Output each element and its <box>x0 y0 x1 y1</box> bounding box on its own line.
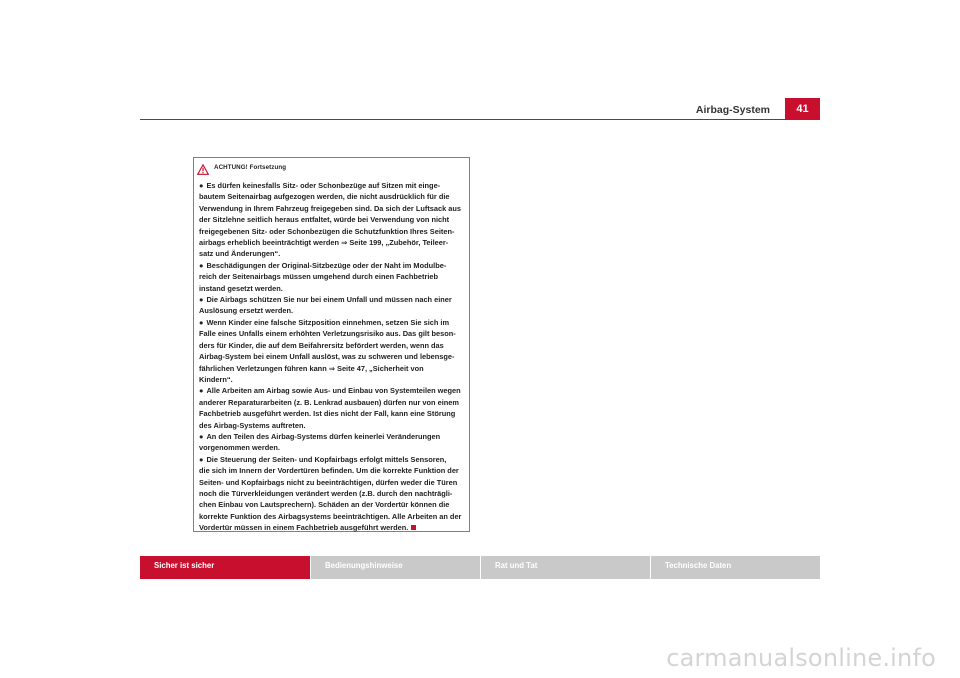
bullet-text: Es dürfen keinesfalls Sitz- oder Schonbezüge auf Sitzen mit einge- bautem Seitenairbag aufgezogen werden, die nicht ausdrücklich für die Verwendung in Ihrem Fahrzeug freigegeben sind. Da sich der Luftsack aus der Sitzlehne seitlich heraus entfaltet, würde bei Verwendung von nicht freigegebenen Sitz- oder Schonbezügen die Schutzfunktion Ihres Seiten- airbags erheblich beeinträchtigt werden ⇒ Seite 199, „Zubehör, Teileer- satz und Änderungen“. <box>199 181 462 259</box>
warning-bullet <box>199 180 465 260</box>
bullet-icon: ● <box>199 454 204 464</box>
warning-bullet <box>199 431 465 454</box>
section-title: Airbag-System <box>695 104 770 116</box>
tab-rat-und-tat[interactable]: Rat und Tat <box>480 556 650 579</box>
footer-nav <box>140 556 820 579</box>
tab-technische-daten[interactable]: Technische Daten <box>650 556 820 579</box>
page-number: 41 <box>785 98 820 119</box>
bullet-text: Beschädigungen der Original-Sitzbezüge oder der Naht im Modulbe- reich der Seitenairbags müssen umgehend durch einen Fachbetrieb instand gesetzt werden. <box>199 260 447 293</box>
bullet-text: Die Airbags schützen Sie nur bei einem Unfall und müssen nach einer Auslösung ersetzt werden. <box>199 295 452 316</box>
bullet-icon: ● <box>199 431 204 441</box>
warning-body <box>199 180 465 534</box>
bullet-text: Die Steuerung der Seiten- und Kopfairbags erfolgt mittels Sensoren, die sich im Innern der Vordertüren befinden. Um die korrekte Funktion der Seiten- und Kopfairbags nicht zu beeinträchtigen, dürfen weder die Türen noch die Türverkleidungen verändert werden (z.B. durch den nachträgli- chen Einbau von Lautsprechern). Schäden an der Vordertür können die korrekte Funktion des Airbagsystems beeinträchtigen. Alle Arbeiten an der Vordertür müssen in einem Fachbetrieb ausgeführt werden. <box>199 454 462 533</box>
header-divider <box>140 119 820 120</box>
bullet-text: Alle Arbeiten am Airbag sowie Aus- und Einbau von Systemteilen wegen anderer Reparaturarbeiten (z. B. Lenkrad ausbauen) dürfen nur von einem Fachbetrieb ausgeführt werden. Ist dies nicht der Fall, kann eine Störung des Airbag-Systems auftreten. <box>199 386 461 430</box>
bullet-icon: ● <box>199 386 204 396</box>
warning-header <box>197 161 286 174</box>
warning-bullet <box>199 385 465 431</box>
warning-bullet <box>199 260 465 294</box>
warning-label: ACHTUNG! Fortsetzung <box>214 164 287 171</box>
warning-bullet <box>199 317 465 385</box>
bullet-icon: ● <box>199 295 204 305</box>
bullet-icon: ● <box>199 181 204 190</box>
bullet-text: Wenn Kinder eine falsche Sitzposition einnehmen, setzen Sie sich im Falle eines Unfalls einem erhöhten Verletzungsrisiko aus. Das gilt beson- ders für Kinder, die auf dem Beifahrersitz befördert werden, wenn das Airbag-System bei einem Unfall auslöst, was zu schweren und lebensge- fährlichen Verletzungen führen kann ⇒ Seite 47, „Sicherheit von Kindern“. <box>199 317 456 384</box>
tab-sicher-ist-sicher[interactable]: Sicher ist sicher <box>140 556 310 579</box>
end-of-section-icon <box>411 525 416 530</box>
bullet-icon: ● <box>199 317 204 327</box>
tab-bedienungshinweise[interactable]: Bedienungshinweise <box>310 556 480 579</box>
warning-bullet <box>199 294 465 317</box>
bullet-icon: ● <box>199 260 204 270</box>
bullet-text: An den Teilen des Airbag-Systems dürfen keinerlei Veränderungen vorgenommen werden. <box>199 431 441 453</box>
warning-bullet <box>199 454 465 534</box>
warning-box <box>193 157 470 532</box>
watermark: carmanualsonline.info <box>666 644 936 672</box>
warning-triangle-icon <box>197 162 209 173</box>
